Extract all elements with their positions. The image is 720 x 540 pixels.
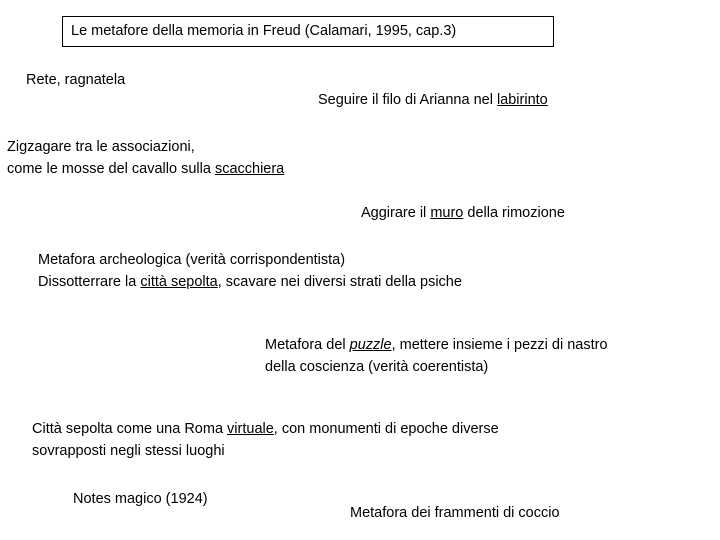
roma-line-1 xyxy=(32,418,499,440)
archeologica-line-1: Metafora archeologica (verità corrispondentista) xyxy=(38,252,346,268)
metaphor-archeologica xyxy=(38,249,462,293)
zigzag-underlined: scacchiera xyxy=(214,161,285,177)
arianna-underlined: labirinto xyxy=(496,92,548,108)
rete-text: Rete, ragnatela xyxy=(26,72,126,88)
archeologica-text-before: Dissotterrare la xyxy=(38,274,141,290)
puzzle-line-1 xyxy=(265,334,608,356)
muro-underlined: muro xyxy=(430,205,464,221)
notes-text: Notes magico (1924) xyxy=(73,491,208,507)
archeologica-line-2 xyxy=(38,271,462,293)
archeologica-underlined: città sepolta xyxy=(140,274,218,290)
zigzag-line-2 xyxy=(7,158,284,180)
zigzag-text: come le mosse del cavallo sulla xyxy=(7,161,215,177)
roma-line-2: sovrapposti negli stessi luoghi xyxy=(32,443,225,459)
metaphor-roma xyxy=(32,418,499,462)
page-title: Le metafore della memoria in Freud (Calamari, 1995, cap.3) xyxy=(71,23,457,39)
roma-text-after: , con monumenti di epoche diverse xyxy=(273,421,499,437)
coccio-text: Metafora dei frammenti di coccio xyxy=(350,505,560,521)
puzzle-italic: puzzle xyxy=(349,337,392,353)
metaphor-muro xyxy=(361,202,565,224)
metaphor-arianna xyxy=(318,89,548,111)
puzzle-text-after: , mettere insieme i pezzi di nastro xyxy=(391,337,608,353)
muro-text-before: Aggirare il xyxy=(361,205,431,221)
metaphor-notes xyxy=(73,488,208,510)
muro-text-after: della rimozione xyxy=(463,205,565,221)
archeologica-text-after: , scavare nei diversi strati della psiche xyxy=(217,274,462,290)
arianna-text: Seguire il filo di Arianna nel xyxy=(318,92,497,108)
title-box xyxy=(62,16,554,47)
zigzag-line-1: Zigzagare tra le associazioni, xyxy=(7,139,195,155)
metaphor-puzzle xyxy=(265,334,608,378)
roma-text-before: Città sepolta come una Roma xyxy=(32,421,228,437)
puzzle-line-2: della coscienza (verità coerentista) xyxy=(265,359,489,375)
roma-underlined: virtuale xyxy=(227,421,274,437)
metaphor-zigzag xyxy=(7,136,284,180)
metaphor-coccio xyxy=(350,502,560,524)
puzzle-text-before: Metafora del xyxy=(265,337,350,353)
metaphor-rete xyxy=(26,69,125,91)
